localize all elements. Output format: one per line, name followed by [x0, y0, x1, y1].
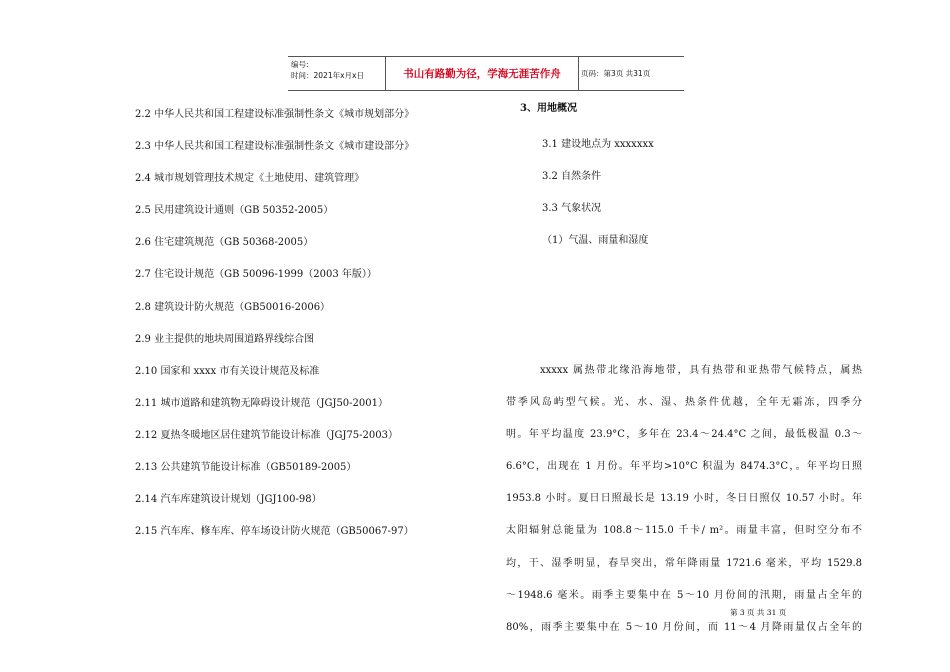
- paragraph-line: 均，干、湿季明显，春旱突出，常年降雨量 1721.6 毫米，平均 1529.8: [506, 557, 862, 569]
- reference-item: 2.2 中华人民共和国工程建设标准强制性条文《城市规划部分》: [135, 109, 415, 120]
- reference-item: 2.9 业主提供的地块周围道路界线综合图: [135, 333, 315, 345]
- reference-item: 2.14 汽车库建筑设计规划（JGJ100-98）: [135, 494, 322, 506]
- paragraph-line: 明。年平均温度 23.9°C，多年在 23.4～24.4°C 之间，最低极温 0.3～: [506, 429, 862, 441]
- header-page-info: 页码：第3页 共31页: [581, 69, 651, 78]
- reference-item: 2.10 国家和 xxxx 市有关设计规范及标准: [135, 365, 320, 377]
- paragraph-line: 带季风岛屿型气候。光、水、湿、热条件优越，全年无霜冻，四季分: [506, 397, 862, 409]
- header-motto: 书山有路勤为径，学海无涯苦作舟: [385, 57, 579, 90]
- reference-item: 2.15 汽车库、修车库、停车场设计防火规范（GB50067-97）: [135, 526, 414, 538]
- paragraph-line: 80%，雨季主要集中在 5～10 月份间，而 11～4 月降雨量仅占全年的: [506, 621, 862, 633]
- paragraph-line: 太阳辐射总能量为 108.8～115.0 千卡/ m²。雨量丰富，但时空分布不: [506, 525, 862, 537]
- climate-paragraph: [506, 362, 862, 651]
- reference-item: 2.6 住宅建筑规范（GB 50368-2005）: [135, 237, 314, 249]
- section-title: 3、用地概况: [520, 103, 577, 114]
- paragraph-line: 6.6°C，出现在 1 月份。年平均>10°C 积温为 8474.3°C，。年平均日照: [506, 461, 862, 473]
- page-footer: 第 3 页 共 31 页: [730, 608, 787, 617]
- reference-item: 2.8 建筑设计防火规范（GB50016-2006）: [135, 301, 331, 313]
- subsection-climate: 3.3 气象状况: [542, 203, 602, 214]
- page-header: [288, 56, 684, 91]
- reference-item: 2.7 住宅设计规范（GB 50096-1999（2003 年版））: [135, 269, 377, 281]
- reference-item: 2.12 夏热冬暖地区居住建筑节能设计标准（JGJ75-2003）: [135, 429, 399, 441]
- paragraph-line: 1953.8 小时。夏日日照最长是 13.19 小时，冬日日照仅 10.57 小时。年: [506, 493, 862, 505]
- header-time-label: 时间：2021年x月x日: [291, 71, 364, 80]
- reference-item: 2.5 民用建筑设计通则（GB 50352-2005）: [135, 205, 334, 217]
- subsection-temperature-rainfall: （1）气温、雨量和湿度: [542, 235, 649, 246]
- header-meta: [291, 59, 385, 88]
- reference-item: 2.4 城市规划管理技术规定《土地使用、建筑管理》: [135, 173, 365, 185]
- reference-list: [135, 106, 495, 555]
- header-number-label: 编号:: [291, 60, 309, 69]
- subsection-location: 3.1 建设地点为 xxxxxxx: [542, 139, 654, 150]
- reference-item: 2.11 城市道路和建筑物无障碍设计规范（JGJ50-2001）: [135, 397, 389, 409]
- reference-item: 2.3 中华人民共和国工程建设标准强制性条文《城市建设部分》: [135, 141, 415, 153]
- reference-item: 2.13 公共建筑节能设计标准（GB50189-2005）: [135, 462, 357, 474]
- paragraph-line: ～1948.6 毫米。雨季主要集中在 5～10 月份间的汛期，雨量占全年的: [506, 589, 862, 601]
- paragraph-line: xxxxx 属热带北缘沿海地带，具有热带和亚热带气候特点，属热: [540, 365, 862, 376]
- subsection-natural-conditions: 3.2 自然条件: [542, 171, 602, 182]
